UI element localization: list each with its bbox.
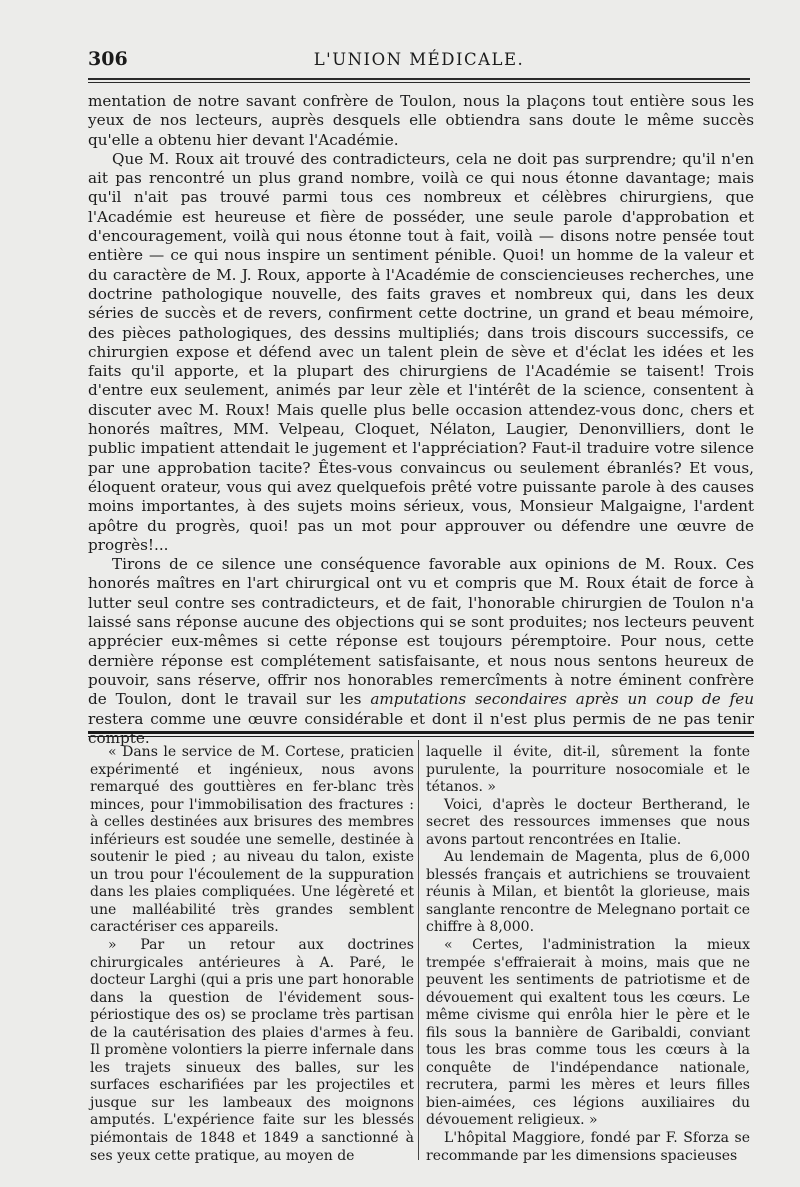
feuilleton-paragraph: « Dans le service de M. Cortese, praticien expérimenté et ingénieux, nous avons remarqué des gouttières en fer-blanc très minces, pour l'immobilisation des fractures : à celles destinées aux brisures des membres inférieurs est soudée une semelle, destinée à soutenir le pied ; au niveau du talon, existe un trou pour l'écoulement de la suppuration dans les plaies compliquées. Une légèreté et une malléabilité très grandes semblent caractériser ces appareils. — [90, 744, 414, 936]
closing-text: restera comme une œuvre considérable et dont il n'est plus permis de ne pas tenir compte. — [88, 709, 754, 747]
feuilleton-left-column — [90, 744, 414, 1165]
feuilleton-right-column — [426, 744, 750, 1165]
feuilleton-rule-thin — [88, 736, 754, 737]
feuilleton-paragraph: Au lendemain de Magenta, plus de 6,000 blessés français et autrichiens se trouvaient réunis à Milan, et bientôt la glorieuse, mais sanglante rencontre de Melegnano portait ce chiffre à 8,000. — [426, 849, 750, 936]
header-rule — [88, 78, 750, 80]
italic-phrase: amputations secondaires après un coup de feu — [370, 690, 755, 709]
column-divider — [418, 740, 419, 1160]
journal-title: L'UNION MÉDICALE. — [313, 50, 525, 69]
main-paragraph: Que M. Roux ait trouvé des contradicteurs, cela ne doit pas surprendre; qu'il n'en ait pas rencontré un plus grand nombre, voilà ce qui nous étonne davantage; mais qu'il n'ait pas trouvé parmi tous ces nombreux et célèbres chirurgiens, que l'Académie est heureuse et fière de posséder, une seule parole d'approbation et d'encouragement, voilà qui nous étonne tout à fait, voilà — disons notre pensée tout entière — ce qui nous inspire un sentiment pénible. Quoi! un homme de la valeur et du caractère de M. J. Roux, apporte à l'Académie de consciencieuses recherches, une doctrine pathologique nouvelle, des faits graves et nombreux qui, dans les deux séries de succès et de revers, confirment cette doctrine, un grand et beau mémoire, des pièces pathologiques, des dessins multipliés; dans trois discours successifs, ce chirurgien expose et défend avec un talent plein de sève et d'éclat les idées et les faits qu'il apporte, et la plupart des chirurgiens de l'Académie se taisent! Trois d'entre eux seulement, animés par leur zèle et l'intérêt de la science, consentent à discuter avec M. Roux! Mais quelle plus belle occasion attendez-vous donc, chers et honorés maîtres, MM. Velpeau, Cloquet, Nélaton, Laugier, Denonvilliers, dont le public impatient attendait le jugement et l'appréciation? Faut-il traduire votre silence par une approbation tacite? Êtes-vous convaincus ou seulement ébranlés? Et vous, éloquent orateur, vous qui avez quelquefois prêté votre puissante parole à des causes moins importantes, à des sujets moins sérieux, vous, Monsieur Malgaigne, l'ardent apôtre du progrès, quoi! pas un mot pour approuver ou défendre une œuvre de progrès!... — [88, 149, 754, 554]
main-article — [88, 92, 754, 748]
feuilleton-paragraph: Voici, d'après le docteur Bertherand, le secret des ressources immenses que nous avons partout rencontrées en Italie. — [426, 796, 750, 848]
header-rule-thin — [88, 82, 750, 83]
page-number: 306 — [88, 48, 128, 70]
page-header — [88, 44, 750, 74]
main-paragraph-text: Tirons de ce silence une conséquence favorable aux opinions de M. Roux. Ces honorés maîtres en l'art chirurgical ont vu et compris que M. Roux était de force à lutter seul contre ses contradicteurs, et de fait, l'honorable chirurgien de Toulon n'a laissé sans réponse aucune des objections qui se sont produites; nos lecteurs peuvent apprécier eux-mêmes si cette réponse est toujours péremptoire. Pour nous, cette dernière réponse est complétement satisfaisante, et nous nous sentons heureux de pouvoir, sans réserve, offrir nos honorables remercîments à notre éminent confrère de Toulon, dont le travail sur les — [88, 555, 754, 709]
main-paragraph-last — [88, 555, 754, 748]
feuilleton-paragraph: » Par un retour aux doctrines chirurgicales antérieures à A. Paré, le docteur Larghi (qui a pris une part honorable dans la question de l'évidement sous-périostique des os) se proclame très partisan de la cautérisation des plaies d'armes à feu. Il promène volontiers la pierre infernale dans les trajets sinueux des balles, sur les surfaces escharifiées par les projectiles et jusque sur les lambeaux des moignons amputés. L'expérience faite sur les blessés piémontais de 1848 et 1849 a sanctionné à ses yeux cette pratique, au moyen de — [90, 937, 414, 1164]
feuilleton-rule — [88, 731, 754, 734]
main-paragraph: mentation de notre savant confrère de Toulon, nous la plaçons tout entière sous les yeux de nos lecteurs, auprès desquels elle obtiendra sans doute le même succès qu'elle a obtenu hier devant l'Académie. — [88, 92, 754, 149]
feuilleton-paragraph: L'hôpital Maggiore, fondé par F. Sforza se recommande par les dimensions spacieuses — [426, 1130, 750, 1164]
feuilleton-paragraph: laquelle il évite, dit-il, sûrement la fonte purulente, la pourriture nosocomiale et le tétanos. » — [426, 744, 750, 796]
feuilleton-paragraph: « Certes, l'administration la mieux trempée s'effraierait à moins, mais que ne peuvent les sentiments de patriotisme et de dévouement qui exaltent tous les cœurs. Le même civisme qui enrôla hier le père et le fils sous la bannière de Garibaldi, conviant tous les bras comme tous les cœurs à la conquête de l'indépendance nationale, recrutera, parmi les mères et leurs filles bien-aimées, ces légions auxiliaires du dévouement religieux. » — [426, 937, 750, 1129]
